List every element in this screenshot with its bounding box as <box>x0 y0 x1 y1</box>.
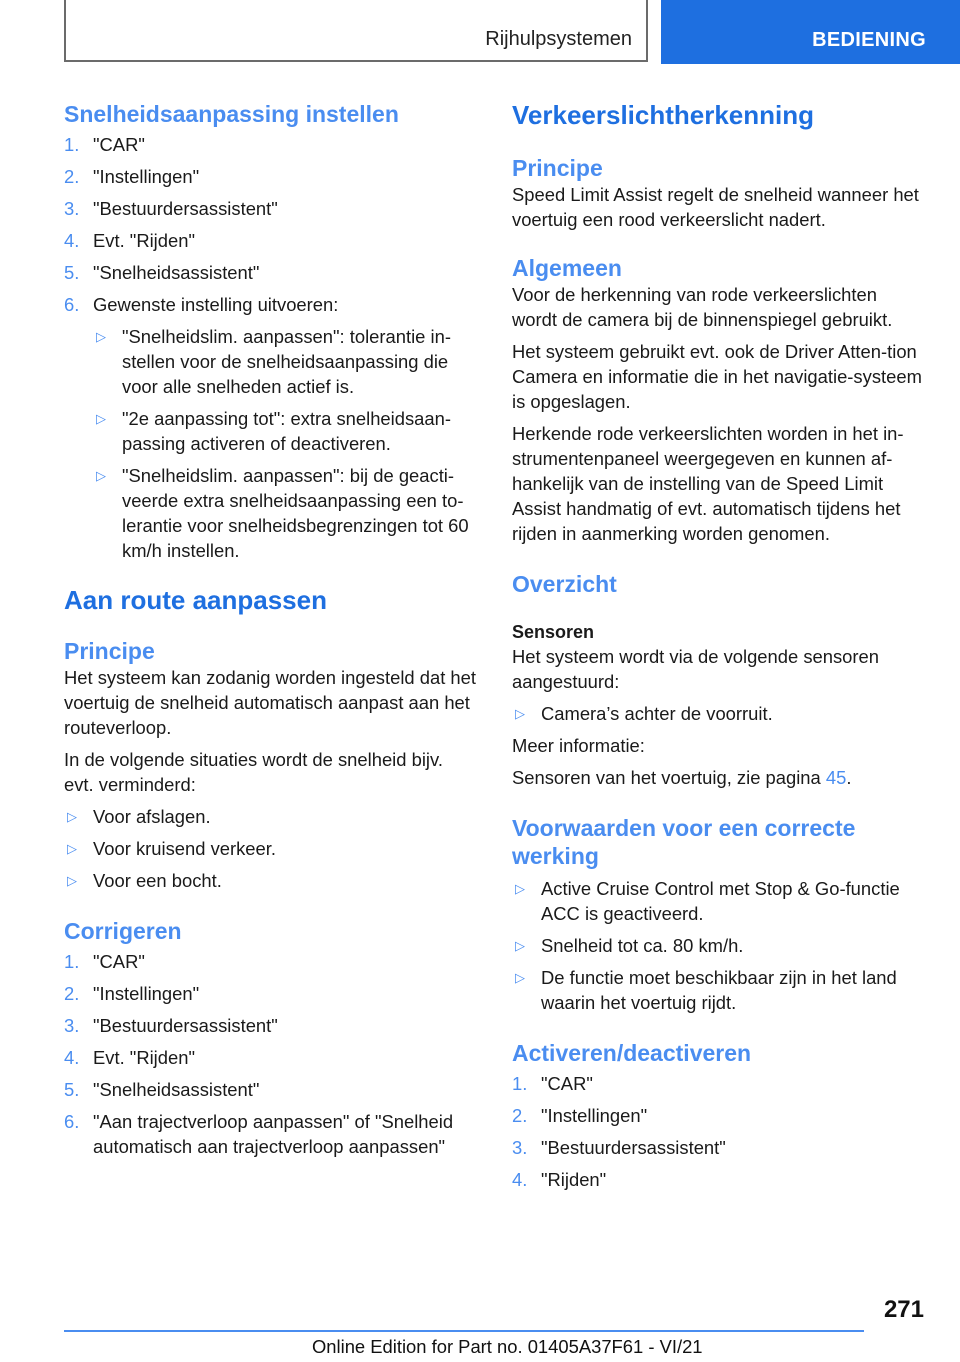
list-item: 1. "CAR" <box>64 134 145 155</box>
list-item: ▷ Voor een bocht. <box>67 870 222 891</box>
heading-correct: Corrigeren <box>64 918 182 944</box>
steps-activate <box>512 1071 924 1192</box>
paragraph: Meer informatie: <box>512 735 645 756</box>
list-item: ▷ Camera’s achter de voorruit. <box>515 703 773 724</box>
heading-activate: Activeren/deactiveren <box>512 1040 752 1066</box>
bullet-triangle-icon: ▷ <box>67 809 77 824</box>
heading-speed-adaptation-settings: Snelheidsaanpassing instellen <box>64 101 399 127</box>
list-item: ▷ Snelheid tot ca. 80 km/h. <box>515 935 744 956</box>
heading-general: Algemeen <box>512 255 622 281</box>
paragraph: Het systeem kan zodanig worden ingesteld dat het voertuig de snelheid automatisch aanpast aan het routeverloop. <box>64 667 476 738</box>
paragraph: Speed Limit Assist regelt de snelheid wanneer het voertuig een rood verkeerslicht nadert. <box>512 184 919 230</box>
paragraph: Het systeem wordt via de volgende sensoren aangestuurd: <box>512 646 879 692</box>
heading-route-adaptation: Aan route aanpassen <box>64 585 327 615</box>
page-link[interactable]: 45 <box>825 767 847 788</box>
paragraph: Sensoren van het voertuig, zie pagina 45. <box>512 767 852 788</box>
bullet-triangle-icon: ▷ <box>515 970 525 985</box>
list-item: 4. "Rijden" <box>512 1169 607 1190</box>
bullet-triangle-icon: ▷ <box>515 881 525 896</box>
header-section-title: Rijhulpsystemen <box>485 28 632 50</box>
bullets-conditions <box>512 876 924 1015</box>
heading-sensors: Sensoren <box>512 622 595 642</box>
list-item: 3. "Bestuurdersassistent" <box>512 1137 726 1158</box>
list-item: 2. "Instellingen" <box>64 166 200 187</box>
footer-divider <box>64 1330 864 1332</box>
list-item: 2. "Instellingen" <box>512 1105 648 1126</box>
list-item: ▷ Voor kruisend verkeer. <box>67 838 276 859</box>
page-number: 271 <box>883 1296 924 1323</box>
left-column <box>64 100 476 1159</box>
list-item: ▷ "Snelheidslim. aanpassen": tolerantie in-stellen voor de snelheidsaanpassing die voor alle snelheden actief is. <box>96 326 451 397</box>
list-item: 6. Gewenste instelling uitvoeren: ▷ "Snelheidslim. aanpassen": tolerantie in-stellen voor de snelheidsaanpassing die voor alle snelheden actief is. ▷ "2e aanpassing tot": extra snelheidsaan-passing activeren of deactiveren. ▷ "Snelheidslim. aanpassen": bij de geacti-veerde extra snelheidsaanpassing een to-lerantie voor snelheidsbegrenzingen tot 60 km/h instellen. <box>64 292 476 563</box>
list-item: 1. "CAR" <box>64 951 145 972</box>
heading-conditions: Voorwaarden voor een correcte werking <box>512 815 856 869</box>
paragraph: Het systeem gebruikt evt. ook de Driver Atten-tion Camera en informatie die in het navigatie-systeem is opgeslagen. <box>512 341 922 412</box>
list-item: 3. "Bestuurdersassistent" <box>64 198 278 219</box>
sub-bullets <box>93 324 476 563</box>
heading-principle: Principe <box>64 638 155 664</box>
list-item: ▷ De functie moet beschikbaar zijn in het land waarin het voertuig rijdt. <box>515 967 897 1013</box>
running-header <box>64 0 648 62</box>
list-item: 4. Evt. "Rijden" <box>64 1047 195 1068</box>
heading-principle: Principe <box>512 155 603 181</box>
bullet-triangle-icon: ▷ <box>96 411 106 426</box>
bullet-triangle-icon: ▷ <box>96 329 106 344</box>
list-item: 5. "Snelheidsassistent" <box>64 1079 260 1100</box>
paragraph: Herkende rode verkeerslichten worden in het in-strumentenpaneel weergegeven en kunnen af-hankelijk van de instelling van de Speed Limit Assist handmatig of evt. automatisch tijdens het rijden in aanmerking worden genomen. <box>512 423 904 544</box>
list-item: 5. "Snelheidsassistent" <box>64 262 260 283</box>
bullet-triangle-icon: ▷ <box>515 706 525 721</box>
list-item: 3. "Bestuurdersassistent" <box>64 1015 278 1036</box>
list-item: ▷ "Snelheidslim. aanpassen": bij de geacti-veerde extra snelheidsaanpassing een to-lerantie voor snelheidsbegrenzingen tot 60 km/h instellen. <box>96 465 469 561</box>
bullets-route <box>64 804 476 893</box>
chapter-tab <box>661 0 960 64</box>
steps-speed-adaptation <box>64 132 476 563</box>
list-item: ▷ Active Cruise Control met Stop & Go-functie ACC is geactiveerd. <box>515 878 900 924</box>
heading-overview: Overzicht <box>512 571 617 597</box>
bullets-sensors <box>512 701 924 726</box>
list-item: 4. Evt. "Rijden" <box>64 230 195 251</box>
bullet-triangle-icon: ▷ <box>515 938 525 953</box>
bullet-triangle-icon: ▷ <box>67 873 77 888</box>
list-item: 2. "Instellingen" <box>64 983 200 1004</box>
footer-edition: Online Edition for Part no. 01405A37F61 - VI/21 <box>312 1336 703 1357</box>
bullet-triangle-icon: ▷ <box>96 468 106 483</box>
paragraph: In de volgende situaties wordt de snelheid bijv. evt. verminderd: <box>64 749 443 795</box>
list-item: 1. "CAR" <box>512 1073 593 1094</box>
heading-traffic-light-recognition: Verkeerslichtherkenning <box>512 100 815 130</box>
paragraph: Voor de herkenning van rode verkeerslichten wordt de camera bij de binnenspiegel gebruikt. <box>512 284 893 330</box>
list-item: 6. "Aan trajectverloop aanpassen" of "Snelheid automatisch aan trajectverloop aanpassen" <box>64 1111 454 1157</box>
chapter-tab-label: BEDIENING <box>812 29 926 51</box>
right-column <box>512 100 924 1192</box>
list-item: ▷ "2e aanpassing tot": extra snelheidsaan-passing activeren of deactiveren. <box>96 408 451 454</box>
bullet-triangle-icon: ▷ <box>67 841 77 856</box>
steps-correct <box>64 949 476 1159</box>
list-item: ▷ Voor afslagen. <box>67 806 211 827</box>
